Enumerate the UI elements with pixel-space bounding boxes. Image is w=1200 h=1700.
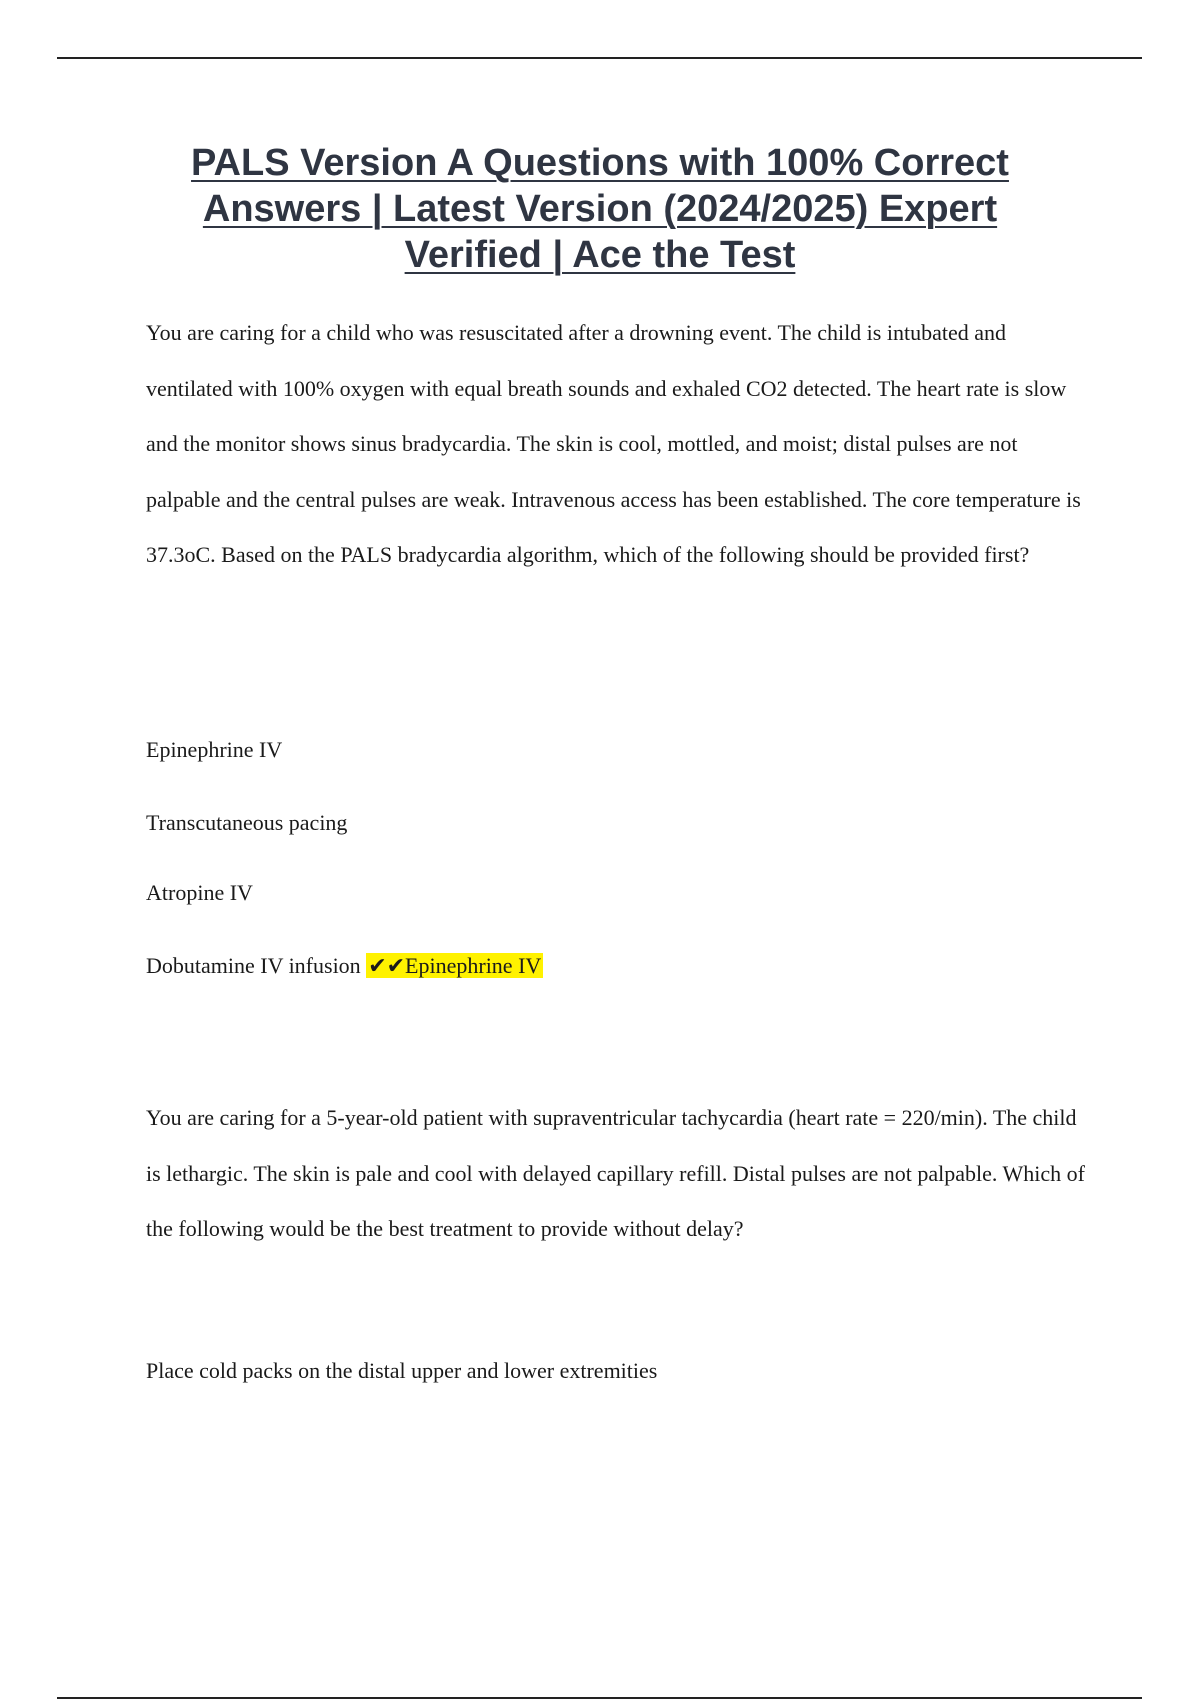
question-1-option-4: Dobutamine IV infusion (146, 953, 361, 978)
bottom-rule (57, 1697, 1142, 1699)
question-1-text: You are caring for a child who was resuscitated after a drowning event. The child is intubated and ventilated with 100% oxygen with equal breath sounds and exhaled CO2 detected. The heart rate is slow and the monitor shows sinus bradycardia. The skin is cool, mottled, and moist; distal pulses are not palpable and the central pulses are weak. Intravenous access has been established. The core temperature is 37.3oC. Based on the PALS bradycardia algorithm, which of the following should be provided first? (146, 320, 1081, 567)
top-rule (57, 57, 1142, 59)
question-1-answer: ✔✔Epinephrine IV (368, 953, 542, 978)
document-title (100, 140, 1100, 278)
question-1-option-1: Epinephrine IV (146, 737, 283, 762)
question-1-option-3: Atropine IV (146, 880, 253, 905)
question-1-option-4-row (146, 951, 543, 981)
title-line-1: PALS Version A Questions with 100% Correct (191, 142, 1009, 184)
question-1-option-2: Transcutaneous pacing (146, 810, 348, 835)
question-2-text: You are caring for a 5-year-old patient with supraventricular tachycardia (heart rate = 220/min). The child is lethargic. The skin is pale and cool with delayed capillary refill. Distal pulses are not palpable. Which of the following would be the best treatment to provide without delay? (146, 1105, 1086, 1241)
question-2-option-1: Place cold packs on the distal upper and lower extremities (146, 1358, 658, 1383)
title-line-2: Answers | Latest Version (2024/2025) Expert (202, 188, 998, 230)
title-line-3: Verified | Ace the Test (404, 234, 796, 276)
